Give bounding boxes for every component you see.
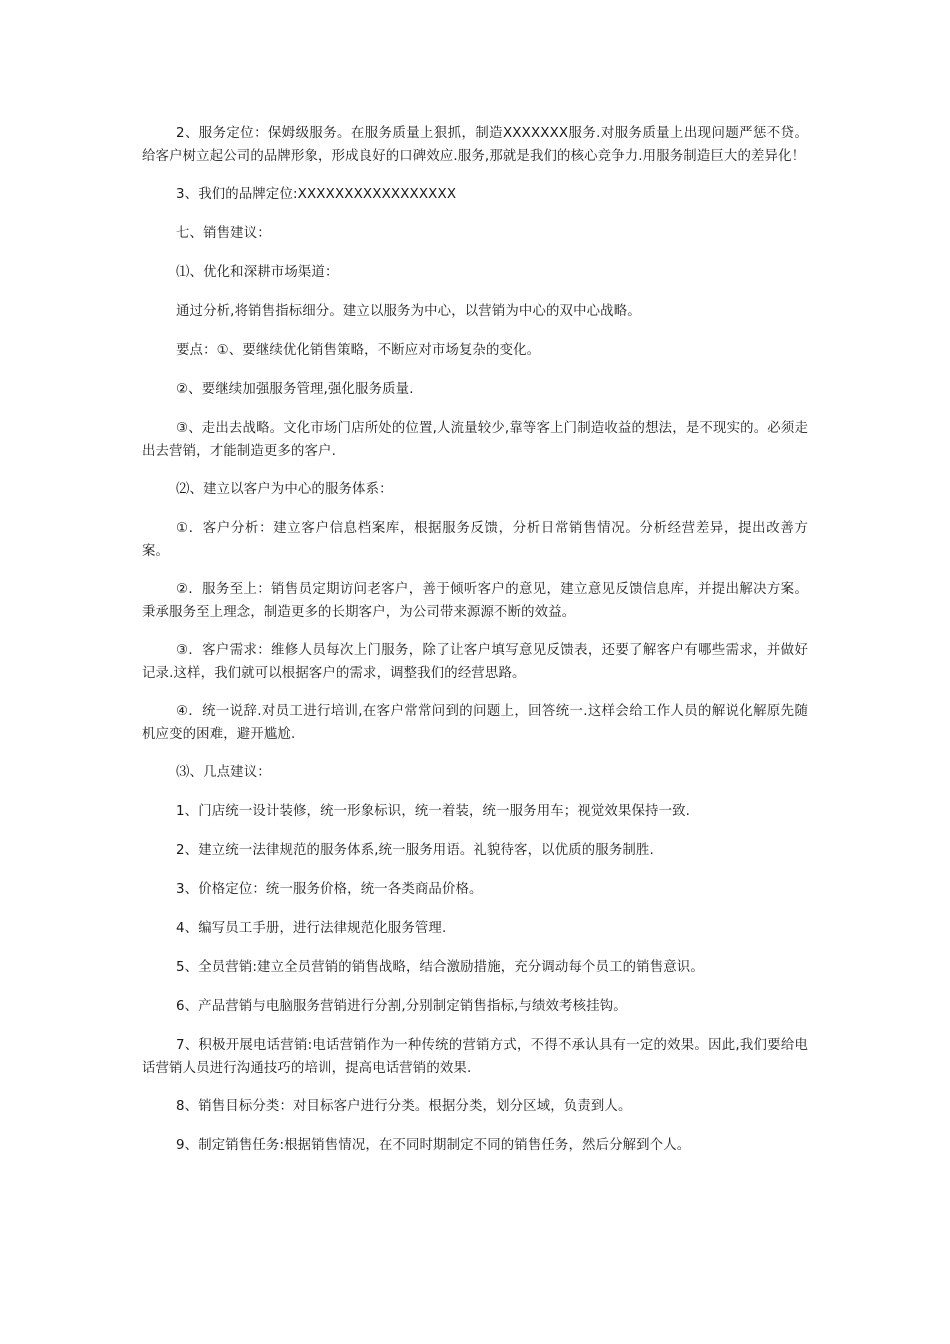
paragraph-service-first: ②．服务至上：销售员定期访问老客户，善于倾听客户的意见，建立意见反馈信息库，并提出解决方案。秉承服务至上理念，制造更多的长期客户，为公司带来源源不断的效益。: [142, 582, 808, 620]
list-item-3: 3、价格定位：统一服务价格，统一各类商品价格。: [176, 882, 483, 897]
list-item-4: 4、编写员工手册，进行法律规范化服务管理.: [176, 921, 447, 936]
paragraph-service-positioning: 2、服务定位：保姆级服务。在服务质量上狠抓，制造XXXXXXX服务.对服务质量上出现问题严惩不贷。给客户树立起公司的品牌形象，形成良好的口碑效应.服务,那就是我们的核心竞争力.用服务制造巨大的差异化！: [142, 126, 808, 164]
paragraph-customer-analysis: ①．客户分析：建立客户信息档案库，根据服务反馈，分析日常销售情况。分析经营差异，提出改善方案。: [142, 521, 808, 559]
list-item-2: 2、建立统一法律规范的服务体系,统一服务用语。礼貌待客，以优质的服务制胜.: [176, 843, 654, 858]
list-item-1: 1、门店统一设计装修，统一形象标识，统一着装，统一服务用车；视觉效果保持一致.: [176, 804, 691, 819]
list-item-6: 6、产品营销与电脑服务营销进行分割,分别制定销售指标,与绩效考核挂钩。: [176, 999, 627, 1014]
paragraph-brand-positioning: 3、我们的品牌定位:XXXXXXXXXXXXXXXXX: [176, 187, 457, 202]
subheading-market-channels: ⑴、优化和深耕市场渠道：: [176, 265, 339, 280]
list-item-5: 5、全员营销:建立全员营销的销售战略，结合激励措施，充分调动每个员工的销售意识。: [176, 960, 704, 975]
paragraph-analysis: 通过分析,将销售指标细分。建立以服务为中心，以营销为中心的双中心战略。: [176, 304, 641, 319]
paragraph-unified-script: ④．统一说辞.对员工进行培训,在客户常常问到的问题上，回答统一.这样会给工作人员的解说化解原先随机应变的困难，避开尴尬.: [142, 704, 808, 742]
subheading-customer-service-system: ⑵、建立以客户为中心的服务体系：: [176, 482, 393, 497]
document-body: [142, 122, 808, 1173]
list-item-9: 9、制定销售任务:根据销售情况，在不同时期制定不同的销售任务，然后分解到个人。: [176, 1138, 691, 1153]
paragraph-key-point-1: 要点：①、要继续优化销售策略，不断应对市场复杂的变化。: [176, 343, 541, 358]
paragraph-customer-needs: ③．客户需求：维修人员每次上门服务，除了让客户填写意见反馈表，还要了解客户有哪些需求，并做好记录.这样，我们就可以根据客户的需求，调整我们的经营思路。: [142, 643, 808, 681]
list-item-8: 8、销售目标分类：对目标客户进行分类。根据分类，划分区域，负责到人。: [176, 1099, 632, 1114]
subheading-suggestions: ⑶、几点建议：: [176, 765, 271, 780]
paragraph-key-point-3: ③、走出去战略。文化市场门店所处的位置,人流量较少,靠等客上门制造收益的想法，是不现实的。必须走出去营销，才能制造更多的客户.: [142, 421, 808, 459]
list-item-7: 7、积极开展电话营销:电话营销作为一种传统的营销方式，不得不承认具有一定的效果。因此,我们要给电话营销人员进行沟通技巧的培训，提高电话营销的效果.: [142, 1038, 808, 1076]
paragraph-key-point-2: ②、要继续加强服务管理,强化服务质量.: [176, 382, 414, 397]
section-heading-sales-suggestions: 七、销售建议：: [176, 226, 271, 241]
